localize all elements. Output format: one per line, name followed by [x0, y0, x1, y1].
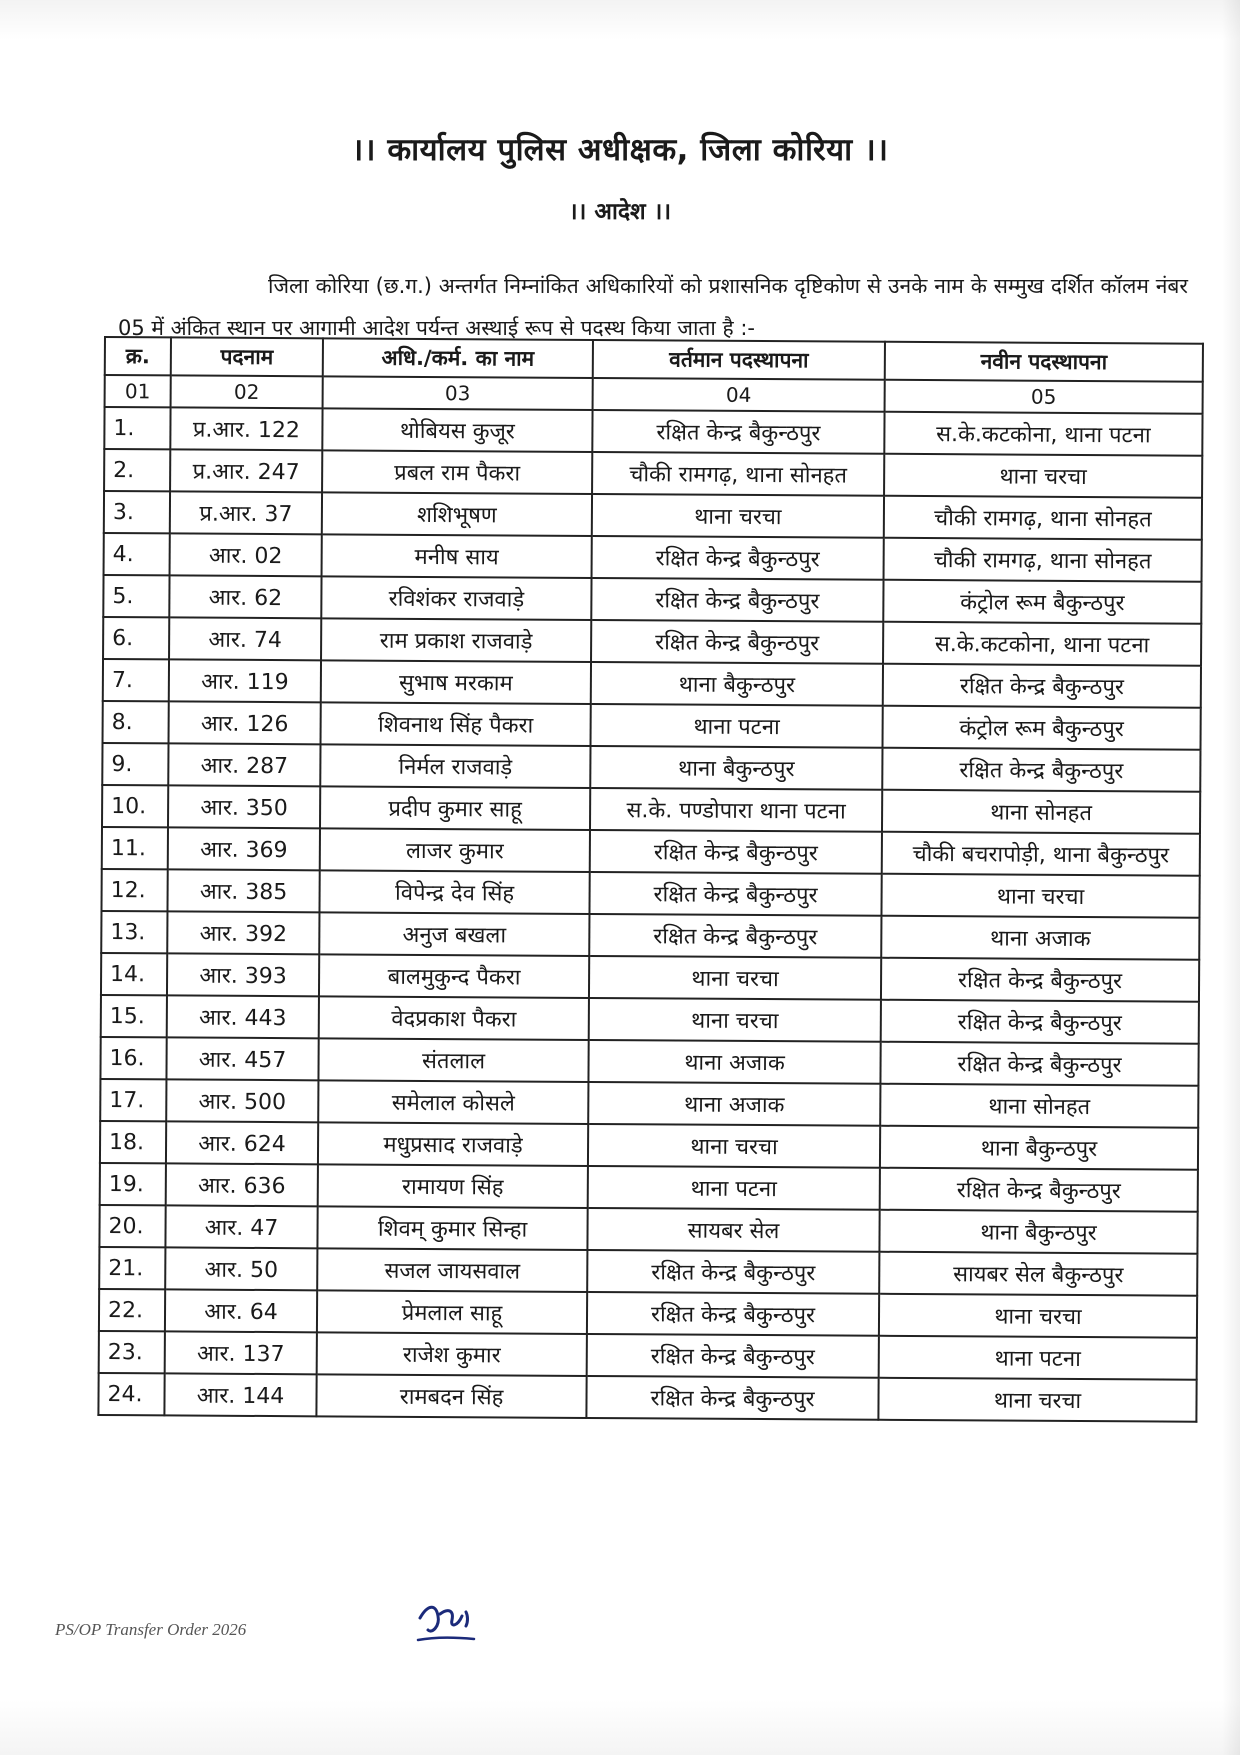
row-current-posting: स.के. पण्डोपारा थाना पटना	[590, 788, 882, 832]
row-current-posting: थाना चरचा	[589, 956, 881, 1000]
row-designation: आर. 624	[166, 1121, 318, 1164]
row-designation: प्र.आर. 122	[170, 407, 322, 450]
row-new-posting: चौकी रामगढ़, थाना सोनहत	[884, 496, 1202, 540]
column-number: 03	[323, 376, 593, 410]
row-new-posting: कंट्रोल रूम बैकुन्ठपुर	[883, 580, 1201, 624]
row-designation: आर. 119	[169, 659, 321, 702]
row-serial: 15.	[101, 995, 167, 1037]
row-new-posting: थाना चरचा	[884, 454, 1202, 498]
row-name: निर्मल राजवाड़े	[320, 744, 590, 788]
row-designation: आर. 393	[167, 953, 319, 996]
table-row	[103, 575, 1201, 624]
row-new-posting: चौकी रामगढ़, थाना सोनहत	[884, 538, 1202, 582]
row-serial: 21.	[99, 1247, 165, 1289]
table-row	[102, 827, 1200, 876]
row-current-posting: रक्षित केन्द्र बैकुन्ठपुर	[592, 410, 884, 454]
row-current-posting: चौकी रामगढ़, थाना सोनहत	[592, 452, 884, 496]
row-new-posting: थाना पटना	[879, 1336, 1197, 1380]
row-current-posting: थाना चरचा	[588, 1124, 880, 1168]
row-name: संतलाल	[318, 1038, 588, 1082]
row-current-posting: रक्षित केन्द्र बैकुन्ठपुर	[589, 872, 881, 916]
row-serial: 3.	[104, 491, 170, 533]
row-new-posting: रक्षित केन्द्र बैकुन्ठपुर	[882, 748, 1200, 792]
row-designation: आर. 47	[165, 1205, 317, 1248]
row-serial: 23.	[99, 1331, 165, 1373]
row-designation: आर. 287	[168, 743, 320, 786]
row-name: शिवनाथ सिंह पैकरा	[321, 702, 591, 746]
row-name: वेदप्रकाश पैकरा	[319, 996, 589, 1040]
row-current-posting: थाना अजाक	[588, 1040, 880, 1084]
row-serial: 2.	[104, 449, 170, 491]
row-name: शिवम् कुमार सिन्हा	[317, 1206, 587, 1250]
table-row	[100, 1121, 1198, 1170]
row-new-posting: थाना सोनहत	[880, 1084, 1198, 1128]
row-serial: 7.	[103, 659, 169, 701]
row-new-posting: थाना चरचा	[881, 874, 1199, 918]
table-row	[103, 659, 1201, 708]
row-designation: आर. 74	[169, 617, 321, 660]
table-row	[102, 743, 1200, 792]
header-current-posting: वर्तमान पदस्थापना	[593, 340, 885, 380]
row-serial: 22.	[99, 1289, 165, 1331]
row-designation: आर. 392	[167, 911, 319, 954]
row-name: प्रदीप कुमार साहू	[320, 786, 590, 830]
row-name: लाजर कुमार	[320, 828, 590, 872]
row-current-posting: रक्षित केन्द्र बैकुन्ठपुर	[591, 578, 883, 622]
table-row	[103, 617, 1201, 666]
row-current-posting: रक्षित केन्द्र बैकुन्ठपुर	[587, 1250, 879, 1294]
row-designation: प्र.आर. 37	[170, 491, 322, 534]
row-designation: आर. 137	[165, 1331, 317, 1374]
table-row	[103, 701, 1201, 750]
row-serial: 8.	[103, 701, 169, 743]
row-new-posting: थाना बैकुन्ठपुर	[880, 1126, 1198, 1170]
row-name: रामबदन सिंह	[316, 1374, 586, 1418]
row-new-posting: रक्षित केन्द्र बैकुन्ठपुर	[880, 1168, 1198, 1212]
column-number: 05	[885, 380, 1203, 414]
row-current-posting: रक्षित केन्द्र बैकुन्ठपुर	[589, 914, 881, 958]
order-title: ।। आदेश ।।	[568, 199, 672, 225]
page-edge-shadow	[1222, 0, 1240, 1755]
row-serial: 20.	[99, 1205, 165, 1247]
row-designation: आर. 50	[165, 1247, 317, 1290]
row-new-posting: रक्षित केन्द्र बैकुन्ठपुर	[881, 1000, 1199, 1044]
table-row	[101, 869, 1199, 918]
header-name: अधि./कर्म. का नाम	[323, 338, 593, 378]
row-serial: 9.	[102, 743, 168, 785]
table-row	[98, 1373, 1196, 1422]
row-serial: 16.	[100, 1037, 166, 1079]
row-name: प्रबल राम पैकरा	[322, 450, 592, 494]
row-new-posting: स.के.कटकोना, थाना पटना	[884, 412, 1202, 456]
row-new-posting: सायबर सेल बैकुन्ठपुर	[879, 1252, 1197, 1296]
row-new-posting: थाना चरचा	[878, 1378, 1196, 1422]
table-row	[99, 1331, 1197, 1380]
row-designation: आर. 443	[167, 995, 319, 1038]
row-designation: आर. 500	[166, 1079, 318, 1122]
row-name: सुभाष मरकाम	[321, 660, 591, 704]
row-new-posting: कंट्रोल रूम बैकुन्ठपुर	[882, 706, 1200, 750]
column-number: 04	[593, 378, 885, 412]
table-row	[100, 1037, 1198, 1086]
row-designation: आर. 02	[170, 533, 322, 576]
row-name: विपेन्द्र देव सिंह	[319, 870, 589, 914]
row-name: प्रेमलाल साहू	[317, 1290, 587, 1334]
row-new-posting: थाना बैकुन्ठपुर	[879, 1210, 1197, 1254]
office-title: ।। कार्यालय पुलिस अधीक्षक, जिला कोरिया ।।	[351, 132, 889, 168]
row-name: थोबियस कुजूर	[322, 408, 592, 452]
row-serial: 4.	[104, 533, 170, 575]
row-current-posting: थाना पटना	[591, 704, 883, 748]
table-row	[101, 953, 1199, 1002]
row-new-posting: थाना अजाक	[881, 916, 1199, 960]
row-name: राजेश कुमार	[317, 1332, 587, 1376]
row-current-posting: रक्षित केन्द्र बैकुन्ठपुर	[587, 1292, 879, 1336]
table-row	[102, 785, 1200, 834]
table-row	[99, 1289, 1197, 1338]
row-current-posting: रक्षित केन्द्र बैकुन्ठपुर	[592, 536, 884, 580]
row-name: समेलाल कोसले	[318, 1080, 588, 1124]
row-name: रामायण सिंह	[318, 1164, 588, 1208]
footer-note: PS/OP Transfer Order 2026	[55, 1620, 247, 1639]
row-current-posting: रक्षित केन्द्र बैकुन्ठपुर	[590, 830, 882, 874]
row-designation: आर. 636	[166, 1163, 318, 1206]
table-row	[104, 449, 1202, 498]
row-new-posting: थाना सोनहत	[882, 790, 1200, 834]
column-number: 02	[171, 375, 323, 408]
row-name: राम प्रकाश राजवाड़े	[321, 618, 591, 662]
row-new-posting: थाना चरचा	[879, 1294, 1197, 1338]
row-current-posting: थाना चरचा	[589, 998, 881, 1042]
table-row	[100, 1079, 1198, 1128]
row-serial: 13.	[101, 911, 167, 953]
row-serial: 6.	[103, 617, 169, 659]
header-serial: क्र.	[105, 337, 171, 375]
table-row	[99, 1205, 1197, 1254]
header-designation: पदनाम	[171, 337, 323, 376]
row-serial: 10.	[102, 785, 168, 827]
row-serial: 1.	[104, 407, 170, 449]
row-designation: आर. 457	[166, 1037, 318, 1080]
transfer-table	[97, 336, 1204, 1423]
row-current-posting: थाना चरचा	[592, 494, 884, 538]
row-designation: आर. 144	[164, 1373, 316, 1416]
table-row	[99, 1247, 1197, 1296]
row-current-posting: थाना पटना	[588, 1166, 880, 1210]
table-row	[104, 491, 1202, 540]
signature-mark	[410, 1590, 490, 1650]
header-new-posting: नवीन पदस्थापना	[885, 342, 1203, 382]
row-designation: आर. 126	[169, 701, 321, 744]
row-designation: आर. 385	[167, 869, 319, 912]
row-serial: 14.	[101, 953, 167, 995]
row-current-posting: रक्षित केन्द्र बैकुन्ठपुर	[587, 1334, 879, 1378]
row-serial: 17.	[100, 1079, 166, 1121]
row-current-posting: रक्षित केन्द्र बैकुन्ठपुर	[586, 1376, 878, 1420]
row-current-posting: थाना अजाक	[588, 1082, 880, 1126]
table-row	[101, 911, 1199, 960]
row-name: मनीष साय	[322, 534, 592, 578]
row-name: मधुप्रसाद राजवाड़े	[318, 1122, 588, 1166]
row-name: अनुज बखला	[319, 912, 589, 956]
row-current-posting: सायबर सेल	[587, 1208, 879, 1252]
row-designation: आर. 369	[168, 827, 320, 870]
table-row	[104, 533, 1202, 582]
row-name: सजल जायसवाल	[317, 1248, 587, 1292]
row-new-posting: चौकी बचरापोड़ी, थाना बैकुन्ठपुर	[882, 832, 1200, 876]
row-new-posting: रक्षित केन्द्र बैकुन्ठपुर	[880, 1042, 1198, 1086]
row-serial: 12.	[101, 869, 167, 911]
row-name: बालमुकुन्द पैकरा	[319, 954, 589, 998]
table-row	[101, 995, 1199, 1044]
row-new-posting: रक्षित केन्द्र बैकुन्ठपुर	[881, 958, 1199, 1002]
table-header-row	[105, 337, 1203, 382]
row-serial: 11.	[102, 827, 168, 869]
row-serial: 19.	[100, 1163, 166, 1205]
row-designation: आर. 62	[169, 575, 321, 618]
column-number: 01	[105, 375, 171, 407]
row-current-posting: थाना बैकुन्ठपुर	[590, 746, 882, 790]
intro-paragraph: जिला कोरिया (छ.ग.) अन्तर्गत निम्नांकित अधिकारियों को प्रशासनिक दृष्टिकोण से उनके नाम के सम्मुख दर्शित कॉलम नंबर 05 में अंकित स्थान पर आगामी आदेश पर्यन्त अस्थाई रूप से पदस्थ किया जाता है :-	[118, 274, 1188, 340]
row-new-posting: स.के.कटकोना, थाना पटना	[883, 622, 1201, 666]
table-row	[104, 407, 1202, 456]
row-current-posting: थाना बैकुन्ठपुर	[591, 662, 883, 706]
row-current-posting: रक्षित केन्द्र बैकुन्ठपुर	[591, 620, 883, 664]
table-row	[100, 1163, 1198, 1212]
row-serial: 24.	[98, 1373, 164, 1415]
row-new-posting: रक्षित केन्द्र बैकुन्ठपुर	[883, 664, 1201, 708]
row-designation: आर. 350	[168, 785, 320, 828]
row-name: रविशंकर राजवाड़े	[321, 576, 591, 620]
row-designation: प्र.आर. 247	[170, 449, 322, 492]
row-name: शशिभूषण	[322, 492, 592, 536]
row-serial: 5.	[103, 575, 169, 617]
row-serial: 18.	[100, 1121, 166, 1163]
row-designation: आर. 64	[165, 1289, 317, 1332]
